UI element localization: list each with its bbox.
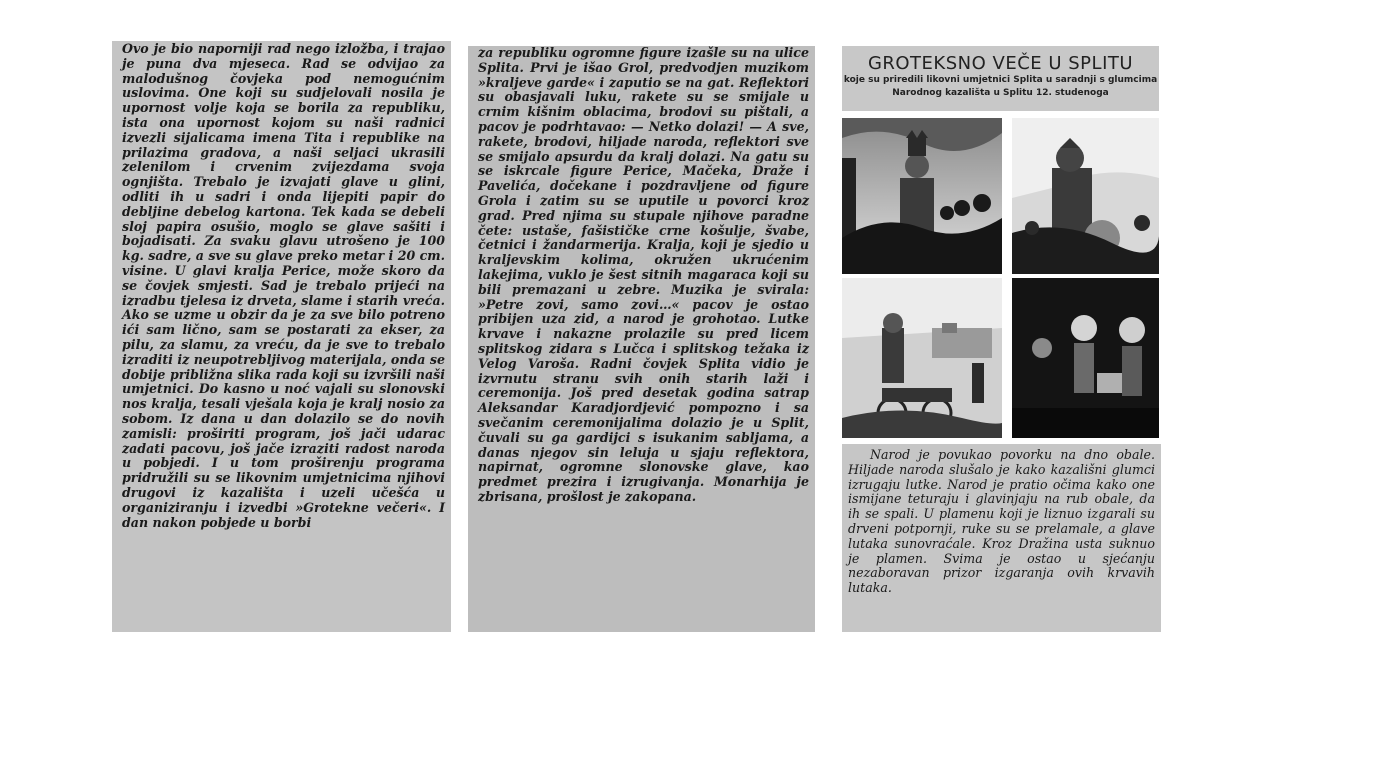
article-subline-1: koje su priredili likovni umjetnici Splita u saradnji s glumcima: [843, 75, 1158, 85]
newspaper-column-left: [112, 41, 451, 632]
photo-procession-carriage: [842, 278, 1002, 438]
column-left-text: Ovo je bio naporniji rad nego izložba, i trajao je puna dva mjeseca. Rad se odvijao za malodušnog čovjeka pod nemogućnim uslovima. One koji su sudjelovali nosila je upornost volje koja se borila za republiku, ista ona upornost kojom su naši radnici izvezli sijalicama imena Tita i republike na prilazima gradova, a naši seljaci ukrasili zelenilom i crvenim zvijezdama svoja ognjišta. Trebalo je izvajati glave u glini, odliti ih u sadri i onda lijepiti papir do debljine debelog kartona. Tek kada se debeli sloj papira osušio, moglo se glave sašiti i bojadisati. Za svaku glavu utrošeno je 100 kg. sadre, a sve su glave preko metar i 20 cm. visine. U glavi kralja Perice, može skoro da se čovjek smjesti. Sad je trebalo prijeći na izradbu tjelesa iz drveta, slame i starih vreća. Ako se uzme u obzir da je za sve bilo potreno ići sam lično, sam se postarati za ekser, za pilu, za slamu, za vreću, da je sve to trebalo izraditi iz neupotrebljivog materijala, onda se dobije približna slika rada koji su izvršili naši umjetnici. Do kasno u noć vajali su slonovski nos kralja, tesali vješala koja je kralj nosio za sobom. Iz dana u dan dolazilo se do novih zamisli: proširiti program, još jači udarac zadati pacovu, još jače izraziti radost naroda u pobjedi. I u tom proširenju programa pridružili su se likovnim umjetnicima njihovi drugovi iz kazališta i uzeli učešća u organiziranju i izvedbi »Grotekne večeri«. I dan nakon pobjede u borbi: [122, 41, 445, 530]
photo-puppet-crown: [842, 118, 1002, 274]
newspaper-column-middle: [468, 46, 815, 632]
article-subline-2: Narodnog kazališta u Splitu 12. studenoga: [892, 88, 1109, 98]
photo-caption-text: Narod je povukao povorku na dno obale. Hiljade naroda slušalo je kako kazališni glumci izrugaju lutke. Narod je pratio očima kako one ismijane teturaju i glavinjaju na rub obale, da ih se spali. U plamenu koji je liznuo izgarali su drveni potpornji, ruke su se prelamale, a glave lutaka sunovraćale. Kroz Dražina usta suknuo je plamen. Svima je ostao u sjećanju nezaboravan prizor izgaranja ovih krvavih lutaka.: [848, 447, 1155, 596]
article-header-clip: [842, 46, 1159, 111]
photo-caption-clip: [842, 444, 1161, 632]
column-middle-text: za republiku ogromne figure izašle su na ulice Splita. Prvi je išao Grol, predvodjen muzikom »kraljeve garde« i zaputio se na gat. Reflektori su obasjavali luku, rakete su se smijale u crnim kišnim oblacima, brodovi su pištali, a pacov je podrhtavao: — Netko dolazi! — A sve, rakete, brodovi, hiljade naroda, reflektori sve se smijalo apsurdu da kralj dolazi. Na gatu su se iskrcale figure Perice, Mačeka, Draže i Pavelića, dočekane i pozdravljene od figure Grola i zatim su se uputile u povorci kroz grad. Pred njima su stupale njihove paradne čete: ustaše, fašističke crne košulje, švabe, četnici i žandarmerija. Kralja, koji je sjedio u kraljevskim kolima, okružen ukrućenim lakejima, vuklo je šest sitnih magaraca koji su bili premazani u zebre. Muzika je svirala: »Petre zovi, samo zovi…« pacov je ostao pribijen uza zid, a narod je grohotao. Lutke krvave i nakazne prolazile su pred licem splitskog zidara s Lučca i splitskog težaka iz Velog Varoša. Radni čovjek Splita vidio je izvrnutu stranu svih onih starih laži i ceremonija. Još pred desetak godina satrap Aleksandar Karadjordjević pompozno i sa svečanim ceremonijalima dolazio je u Split, čuvali su ga gardijci s isukanim sabljama, a danas njegov sin leluja u sjaju reflektora, napirnat, ogromne slonovske glave, kao predmet prezira i izrugivanja. Monarhija je zbrisana, prošlost je zakopana.: [478, 46, 809, 504]
article-headline: GROTEKSNO VEČE U SPLITU: [867, 53, 1134, 74]
photo-night-puppets: [1012, 278, 1159, 438]
photo-puppet-crowd: [1012, 118, 1159, 274]
